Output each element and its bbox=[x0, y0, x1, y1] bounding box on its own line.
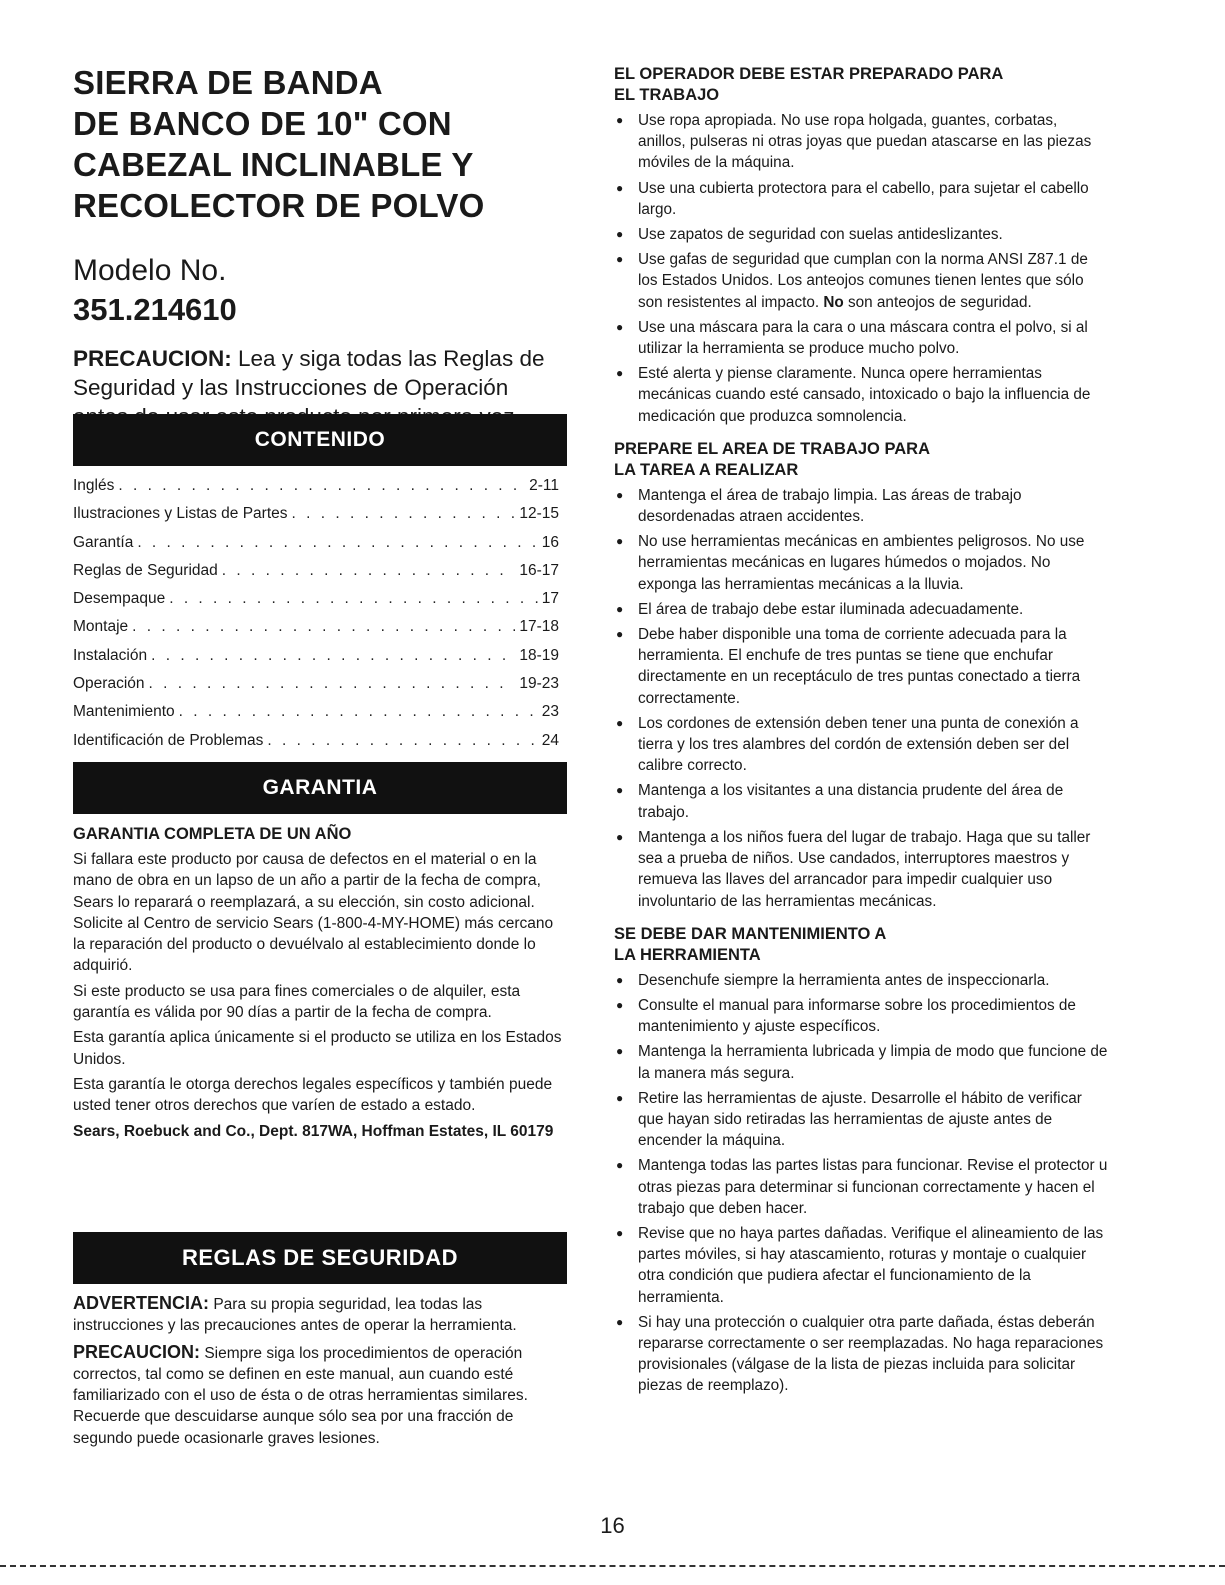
toc-item[interactable] bbox=[73, 505, 559, 533]
toc-dot-leader bbox=[149, 675, 516, 693]
toc-dot-leader bbox=[222, 562, 516, 580]
toc-item[interactable] bbox=[73, 618, 559, 646]
warranty-paragraph: Esta garantía le otorga derechos legales específicos y también puede usted tener otros derechos que varíen de estado a estado. bbox=[73, 1075, 553, 1115]
list-item bbox=[614, 224, 1109, 245]
bullet-icon: ● bbox=[616, 715, 624, 730]
toc-label: Inglés bbox=[73, 477, 115, 494]
toc-dot-leader bbox=[132, 618, 515, 636]
warranty-paragraph: Si fallara este producto por causa de defectos en el material o en la mano de obra en un lapso de un año a partir de la fecha de compra, Sears lo reparará o reemplazará, a su elección, sin costo adicional. Solicite al Centro de servicio Sears (1-800-4-MY-HOME) más cercano la reparación del producto o devuélvalo al establecimiento donde lo adquirió. bbox=[73, 851, 554, 975]
maintenance-heading bbox=[614, 924, 1109, 966]
list-item-text: Si hay una protección o cualquier otra parte dañada, éstas deberán repararse correctamente o ser reemplazadas. No haga reparaciones provisionales (válgase de la lista de piezas incluida para solicitar piezas de reemplazo). bbox=[638, 1313, 1104, 1395]
list-item bbox=[614, 624, 1109, 709]
toc-label: Desempaque bbox=[73, 590, 166, 608]
list-item bbox=[614, 1088, 1109, 1152]
toc-label: Mantenimiento bbox=[73, 703, 175, 721]
list-item-text: Desenchufe siempre la herramienta antes de inspeccionarla. bbox=[638, 971, 1050, 989]
right-column bbox=[614, 64, 1109, 1401]
list-item-text: Mantenga a los visitantes a una distancia prudente del área de trabajo. bbox=[638, 782, 1064, 821]
toc-item[interactable] bbox=[73, 562, 559, 590]
toc-pages: 17-18 bbox=[519, 618, 559, 636]
list-item-text: Use una cubierta protectora para el cabello, para sujetar el cabello largo. bbox=[638, 179, 1089, 218]
bullet-icon: ● bbox=[616, 1314, 624, 1329]
toc-pages: 17 bbox=[541, 590, 559, 608]
list-item bbox=[614, 1041, 1109, 1083]
list-item bbox=[614, 317, 1109, 359]
bullet-icon: ● bbox=[616, 534, 624, 549]
bullet-icon: ● bbox=[616, 366, 624, 381]
toc-item[interactable] bbox=[73, 675, 559, 703]
list-item-text: Los cordones de extensión deben tener una punta de conexión a tierra y los tres alambres del cordón de extensión deben ser del calibre correcto. bbox=[638, 714, 1079, 775]
list-item-text: Use ropa apropiada. No use ropa holgada, guantes, corbatas, anillos, pulseras ni otras joyas que puedan atascarse en las piezas móviles de la máquina. bbox=[638, 112, 1092, 172]
bullet-icon: ● bbox=[616, 783, 624, 798]
goggles-text-b: son anteojos de seguridad. bbox=[848, 293, 1032, 311]
list-item bbox=[614, 363, 1109, 427]
warranty-heading-bar: GARANTIA bbox=[73, 762, 567, 814]
bullet-icon: ● bbox=[616, 627, 624, 642]
warranty-address: Sears, Roebuck and Co., Dept. 817WA, Hoffman Estates, IL 60179 bbox=[73, 1122, 554, 1140]
work-area-list bbox=[614, 485, 1109, 912]
toc-label: Identificación de Problemas bbox=[73, 731, 264, 749]
warning-tag: ADVERTENCIA: bbox=[73, 1293, 210, 1313]
bullet-icon: ● bbox=[616, 319, 624, 334]
warning-paragraph bbox=[73, 1293, 567, 1337]
list-item bbox=[614, 970, 1109, 991]
intro-caution-tag: PRECAUCION: bbox=[73, 346, 232, 371]
toc-label: Operación bbox=[73, 675, 145, 693]
bullet-icon: ● bbox=[616, 1225, 624, 1240]
list-item bbox=[614, 485, 1109, 527]
work-area-heading bbox=[614, 439, 1109, 481]
work-area-heading-line-2: LA TAREA A REALIZAR bbox=[614, 460, 799, 479]
footer-divider bbox=[0, 1565, 1225, 1567]
goggles-text-a: Use gafas de seguridad que cumplan con la norma ANSI Z87.1 de los Estados Unidos. Los anteojos comunes tienen lentes que sólo son resistentes al impacto. bbox=[638, 251, 1088, 311]
bullet-icon: ● bbox=[616, 972, 624, 987]
warranty-paragraph: Esta garantía aplica únicamente si el producto se utiliza en los Estados Unidos. bbox=[73, 1029, 562, 1068]
caution-paragraph bbox=[73, 1342, 567, 1449]
toc-pages: 2-11 bbox=[529, 477, 559, 494]
toc-pages: 24 bbox=[541, 731, 559, 749]
list-item-text: El área de trabajo debe estar iluminada adecuadamente. bbox=[638, 600, 1024, 618]
warranty-paragraph: Si este producto se usa para fines comerciales o de alquiler, esta garantía es válida por 90 días a partir de la fecha de compra. bbox=[73, 982, 521, 1022]
toc-label: Garantía bbox=[73, 533, 134, 551]
toc-dot-leader bbox=[292, 505, 516, 523]
left-column bbox=[73, 62, 567, 431]
warning-text: Para su propia seguridad, lea todas las instrucciones y las precauciones antes de operar la herramienta. bbox=[73, 1296, 517, 1335]
list-item-text: Mantenga todas las partes listas para funcionar. Revise el protector u otras piezas para determinar si funcionan correctamente y hacen el trabajo que deben hacer. bbox=[638, 1157, 1108, 1217]
toc-dot-leader bbox=[151, 647, 515, 665]
list-item-text: No use herramientas mecánicas en ambientes peligrosos. No use herramientas mecánicas en lugares húmedos o mojados. No exponga las herramientas mecánicas a la lluvia. bbox=[638, 533, 1085, 593]
bullet-icon: ● bbox=[616, 180, 624, 195]
list-item-text: Retire las herramientas de ajuste. Desarrolle el hábito de verificar que hayan sido retiradas las herramientas de ajuste antes de encender la máquina. bbox=[638, 1089, 1082, 1150]
list-item-text: Mantenga la herramienta lubricada y limpia de modo que funcione de la manera más segura. bbox=[638, 1043, 1108, 1082]
toc-dot-leader bbox=[137, 534, 537, 552]
toc-dot-leader bbox=[179, 703, 538, 721]
list-item-text: Revise que no haya partes dañadas. Verifique el alineamiento de las partes móviles, si hay atascamiento, roturas y montaje o cualquier otra condición que pudiera afectar el funcionamiento de la herramienta. bbox=[638, 1224, 1104, 1306]
bullet-icon: ● bbox=[616, 1158, 624, 1173]
caution-tag: PRECAUCION: bbox=[73, 1341, 201, 1362]
list-item bbox=[614, 531, 1109, 595]
toc-dot-leader bbox=[118, 477, 525, 495]
list-item-text: Esté alerta y piense claramente. Nunca opere herramientas mecánicas cuando esté cansado, intoxicado o bajo la influencia de medicación que produzca somnolencia. bbox=[638, 365, 1091, 425]
caution-text: Siempre siga los procedimientos de operación correctos, tal como se definen en este manual, aun cuando esté familiarizado con el uso de ésta o de otras herramientas similares. Recuerde que descuidarse aunque sólo sea por una fracción de segundo puede ocasionarle graves lesiones. bbox=[73, 1344, 528, 1447]
bullet-icon: ● bbox=[616, 487, 624, 502]
warranty-section bbox=[73, 824, 567, 1142]
bullet-icon: ● bbox=[616, 1044, 624, 1059]
title-line-2: DE BANCO DE 10" CON bbox=[73, 105, 452, 142]
product-title bbox=[73, 62, 567, 226]
list-item bbox=[614, 249, 1109, 313]
list-item-text: Mantenga a los niños fuera del lugar de trabajo. Haga que su taller sea a prueba de niños. Use candados, interruptores maestros y remueva las llaves del arrancador para impedir cualquier uso involuntario de las herramientas mecánicas. bbox=[638, 828, 1091, 910]
toc-pages: 16-17 bbox=[519, 561, 559, 579]
list-item bbox=[614, 713, 1109, 777]
bullet-icon: ● bbox=[616, 113, 624, 127]
maintenance-heading-line-1: SE DEBE DAR MANTENIMIENTO A bbox=[614, 924, 887, 943]
list-item-text: Debe haber disponible una toma de corriente adecuada para la herramienta. El enchufe de tres puntas se tiene que enchufar directamente en un receptáculo de tres puntas conectado a tierra correctamente. bbox=[638, 626, 1081, 707]
list-item bbox=[614, 1223, 1109, 1308]
bullet-icon: ● bbox=[616, 252, 624, 267]
bullet-icon: ● bbox=[616, 829, 624, 844]
table-of-contents bbox=[73, 477, 559, 760]
bullet-icon: ● bbox=[616, 997, 624, 1012]
toc-item[interactable] bbox=[73, 477, 559, 505]
list-item bbox=[614, 599, 1109, 620]
intro-caution-text: Lea y siga todas las Reglas de Seguridad y las Instrucciones de Operación bbox=[73, 346, 545, 400]
toc-pages: 16 bbox=[541, 533, 559, 551]
contents-heading-bar: CONTENIDO bbox=[73, 414, 567, 466]
model-label: Modelo No. bbox=[73, 254, 227, 287]
list-item-text: Use una máscara para la cara o una máscara contra el polvo, si al utilizar la herramienta se produce mucho polvo. bbox=[638, 318, 1088, 358]
toc-item[interactable] bbox=[73, 647, 559, 675]
toc-label: Reglas de Seguridad bbox=[73, 561, 218, 579]
goggles-text-bold: No bbox=[823, 293, 844, 311]
title-line-1: SIERRA DE BANDA bbox=[73, 64, 383, 101]
safety-heading-bar: REGLAS DE SEGURIDAD bbox=[73, 1232, 567, 1284]
toc-item[interactable] bbox=[73, 703, 559, 731]
list-item bbox=[614, 110, 1109, 174]
model-number: 351.214610 bbox=[73, 292, 237, 327]
list-item bbox=[614, 1155, 1109, 1219]
toc-item[interactable] bbox=[73, 534, 559, 562]
title-line-3: CABEZAL INCLINABLE Y bbox=[73, 146, 474, 183]
toc-dot-leader bbox=[267, 732, 537, 750]
work-area-heading-line-1: PREPARE EL AREA DE TRABAJO PARA bbox=[614, 439, 930, 458]
list-item-text: Use zapatos de seguridad con suelas antideslizantes. bbox=[638, 226, 1003, 244]
bullet-icon: ● bbox=[616, 227, 624, 242]
maintenance-heading-line-2: LA HERRAMIENTA bbox=[614, 945, 761, 964]
toc-pages: 12-15 bbox=[519, 505, 559, 523]
toc-pages: 23 bbox=[541, 703, 559, 721]
page-number: 16 bbox=[600, 1513, 625, 1538]
bullet-icon: ● bbox=[616, 1090, 624, 1105]
toc-item[interactable] bbox=[73, 732, 559, 760]
toc-label: Instalación bbox=[73, 646, 148, 664]
operator-heading-line-1: EL OPERADOR DEBE ESTAR PREPARADO PARA bbox=[614, 65, 1004, 83]
toc-pages: 19-23 bbox=[519, 675, 559, 693]
list-item bbox=[614, 827, 1109, 912]
list-item bbox=[614, 178, 1109, 220]
toc-dot-leader bbox=[169, 590, 538, 608]
bullet-icon: ● bbox=[616, 601, 624, 616]
list-item bbox=[614, 995, 1109, 1037]
maintenance-list bbox=[614, 970, 1109, 1397]
list-item-text: Mantenga el área de trabajo limpia. Las áreas de trabajo desordenadas atraen accidentes. bbox=[638, 486, 1022, 526]
title-line-4: RECOLECTOR DE POLVO bbox=[73, 187, 485, 224]
warranty-subheading: GARANTIA COMPLETA DE UN AÑO bbox=[73, 825, 352, 843]
toc-label: Ilustraciones y Listas de Partes bbox=[73, 505, 288, 523]
toc-item[interactable] bbox=[73, 590, 559, 618]
toc-label: Montaje bbox=[73, 618, 129, 636]
operator-heading bbox=[614, 64, 1109, 106]
list-item-text: Consulte el manual para informarse sobre los procedimientos de mantenimiento y ajuste específicos. bbox=[638, 996, 1076, 1036]
toc-pages: 18-19 bbox=[519, 646, 559, 664]
operator-heading-line-2: EL TRABAJO bbox=[614, 86, 720, 104]
safety-section bbox=[73, 1293, 567, 1449]
list-item bbox=[614, 1312, 1109, 1397]
operator-list bbox=[614, 110, 1109, 427]
list-item bbox=[614, 780, 1109, 822]
